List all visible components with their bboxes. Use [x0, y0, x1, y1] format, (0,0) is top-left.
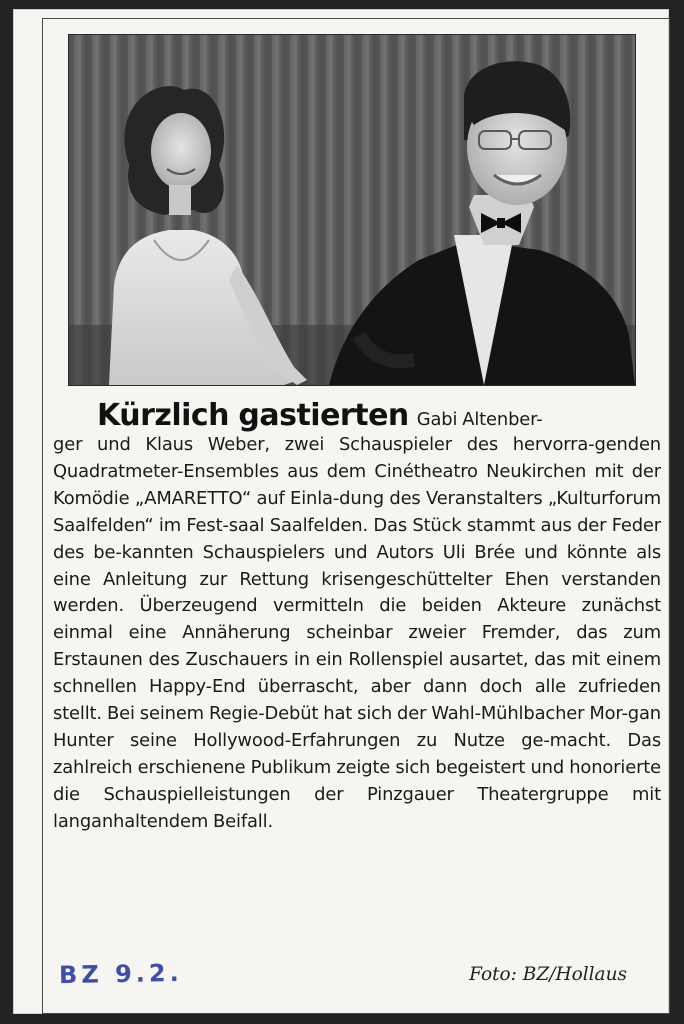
article-text — [53, 392, 661, 836]
press-photo — [68, 34, 636, 386]
lead-in-text: Gabi Altenber- — [416, 409, 543, 430]
headline: Kürzlich gastierten — [97, 398, 409, 433]
article-first-line — [53, 392, 661, 432]
handwritten-date-note: BZ 9.2. — [58, 958, 183, 990]
newspaper-clipping — [14, 10, 668, 1013]
article-body: ger und Klaus Weber, zwei Schauspieler des hervorra-genden Quadratmeter-Ensembles aus dem Cinétheatro Neukirchen mit der Komödie „AMARETTO“ auf Einla-dung des Veranstalters „Kulturforum Saalfelden“ im Fest-saal Saalfelden. Das Stück stammt aus der Feder des be-kannten Schauspielers und Autors Uli Brée und könnte als eine Anleitung zur Rettung krisengeschüttelter Ehen verstanden werden. Überzeugend vermitteln die beiden Akteure zunächst einmal eine Annäherung scheinbar zweier Fremder, das zum Erstaunen des Zuschauers in ein Rollenspiel ausartet, das mit einem schnellen Happy-End überrascht, aber dann doch alle zufrieden stellt. Bei seinem Regie-Debüt hat sich der Wahl-Mühlbacher Mor-gan Hunter seine Hollywood-Erfahrungen zu Nutze ge-macht. Das zahlreich erschienene Publikum zeigte sich begeistert und honorierte die Schauspielleistungen der Pinzgauer Theatergruppe mit langanhaltendem Beifall. — [53, 434, 661, 832]
photo-credit: Foto: BZ/Hollaus — [469, 964, 627, 985]
caption-row — [53, 960, 629, 994]
